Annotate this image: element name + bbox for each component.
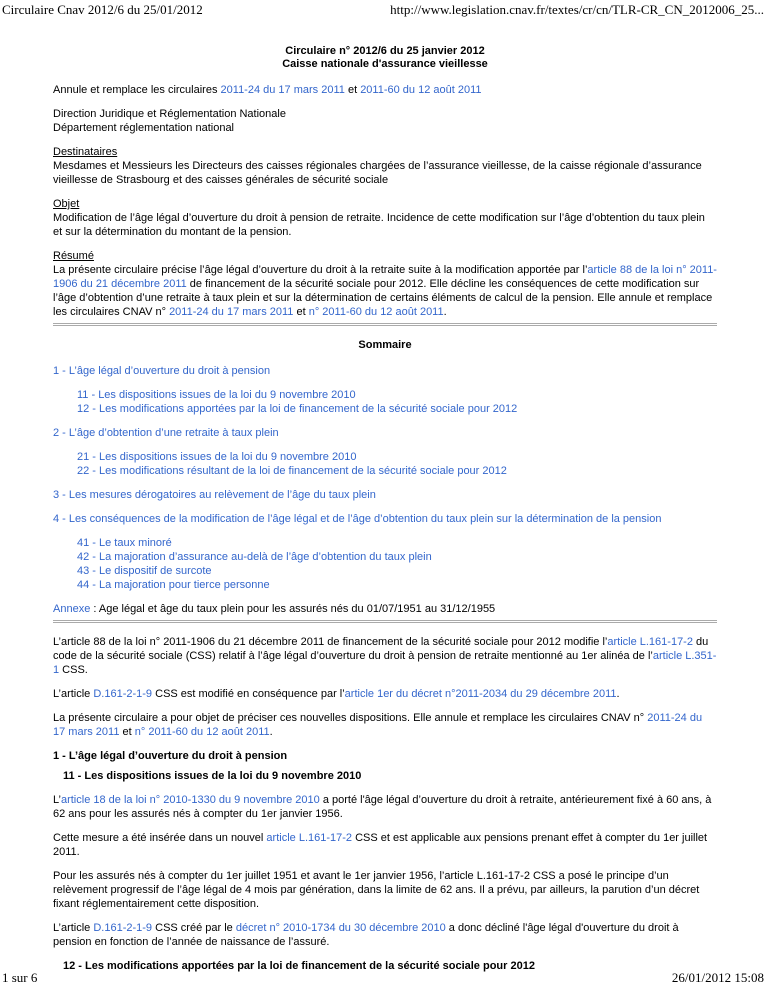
toc-link-12[interactable]: 12 - Les modifications apportées par la loi de financement de la sécurité sociale pour 2012	[77, 403, 518, 415]
annule-and: et	[344, 84, 361, 96]
resume-link-2011-24[interactable]: 2011-24 du 17 mars 2011	[169, 306, 294, 318]
resume-link-article-88[interactable]: article 88 de la loi n° 2011-1906 du 21 décembre 2011	[53, 264, 717, 290]
toc-link-43[interactable]: 43 - Le dispositif de surcote	[77, 565, 212, 577]
resume-text: La présente circulaire précise l’âge légal d’ouverture du droit à la retraite suite à la modification apportée par l’article 88 de la loi n° 2011-1906 du 21 décembre 2011 de financement de la sécurité sociale pour 2012. Elle décline les conséquences de cette modification sur l’âge d’obtention d’une retraite à taux plein et sur la détermination de certains éléments de calcul de la pension. Elle annule et remplace les circulaires CNAV n° 2011-24 du 17 mars 2011 et n° 2011-60 du 12 août 2011.	[53, 264, 717, 318]
link-article-D161-2-1-9-b[interactable]: D.161-2-1-9	[93, 922, 153, 934]
toc-link-21[interactable]: 21 - Les dispositions issues de la loi du 9 novembre 2010	[77, 451, 357, 463]
annule-line	[53, 83, 717, 97]
resume-label: Résumé	[53, 250, 94, 262]
direction-line-1: Direction Juridique et Réglementation Nationale	[53, 108, 286, 120]
toc-link-11[interactable]: 11 - Les dispositions issues de la loi du 9 novembre 2010	[77, 389, 356, 401]
link-article-L161-17-2[interactable]: article L.161-17-2	[607, 636, 693, 648]
annule-text: Annule et remplace les circulaires	[53, 84, 221, 96]
section-heading-12: 12 - Les modifications apportées par la loi de financement de la sécurité sociale pour 2012	[63, 960, 535, 972]
circular-subtitle: Caisse nationale d'assurance vieillesse	[282, 58, 488, 70]
link-circulaire-2011-60[interactable]: n° 2011-60 du 12 août 2011	[134, 726, 270, 738]
print-footer-date: 26/01/2012 15:08	[671, 970, 764, 985]
body-paragraph: Pour les assurés nés à compter du 1er juillet 1951 et avant le 1er janvier 1956, l’article L.161-17-2 CSS a posé le principe d’un relèvement progressif de l’âge légal de 4 mois par génération, dans la limite de 62 ans. Il a prévu, par ailleurs, la parution d’un décret fixant réglementairement cette disposition.	[53, 870, 700, 910]
annule-link-2011-24[interactable]: 2011-24 du 17 mars 2011	[220, 84, 345, 96]
print-footer-page: 1 sur 6	[2, 970, 38, 985]
toc-link-2[interactable]: 2 - L’âge d’obtention d’une retraite à taux plein	[53, 427, 279, 439]
divider	[53, 620, 717, 623]
section-heading-1: 1 - L’âge légal d’ouverture du droit à pension	[53, 750, 288, 762]
link-decret-2010-1734[interactable]: décret n° 2010-1734 du 30 décembre 2010	[235, 922, 446, 934]
sommaire-heading: Sommaire	[358, 339, 412, 351]
toc-link-42[interactable]: 42 - La majoration d’assurance au-delà de l’âge d’obtention du taux plein	[77, 551, 432, 563]
toc-link-3[interactable]: 3 - Les mesures dérogatoires au relèvement de l’âge du taux plein	[53, 489, 376, 501]
body-paragraph: Cette mesure a été insérée dans un nouvel article L.161-17-2 CSS et est applicable aux pensions prenant effet à compter du 1er juillet 2011.	[53, 832, 708, 858]
toc-link-41[interactable]: 41 - Le taux minoré	[77, 537, 172, 549]
document-page	[53, 44, 717, 973]
annule-link-2011-60[interactable]: 2011-60 du 12 août 2011	[360, 84, 482, 96]
link-article-L351-1[interactable]: article L.351-1	[53, 650, 717, 676]
link-loi-2010-1330[interactable]: article 18 de la loi n° 2010-1330 du 9 novembre 2010	[60, 794, 320, 806]
toc-1	[53, 364, 717, 378]
circular-title: Circulaire n° 2012/6 du 25 janvier 2012	[285, 45, 485, 57]
toc-link-4[interactable]: 4 - Les conséquences de la modification de l’âge légal et de l’âge d’obtention du taux plein sur la détermination de la pension	[53, 513, 662, 525]
destinataires-text: Mesdames et Messieurs les Directeurs des caisses régionales chargées de l’assurance vieillesse, de la caisse régionale d’assurance vieillesse de Strasbourg et des caisses générales de sécurité sociale	[53, 160, 702, 186]
direction-line-2: Département réglementation national	[53, 122, 235, 134]
destinataires-label: Destinataires	[53, 146, 118, 158]
link-article-D161-2-1-9[interactable]: D.161-2-1-9	[93, 688, 153, 700]
objet-label: Objet	[53, 198, 80, 210]
toc-link-44[interactable]: 44 - La majoration pour tierce personne	[77, 579, 270, 591]
divider	[53, 323, 717, 326]
print-header-title: Circulaire Cnav 2012/6 du 25/01/2012	[2, 2, 203, 17]
toc-link-annexe[interactable]: Annexe	[53, 603, 91, 615]
resume-link-2011-60[interactable]: n° 2011-60 du 12 août 2011	[308, 306, 444, 318]
print-header-url: http://www.legislation.cnav.fr/textes/cr/cn/TLR-CR_CN_2012006_25...	[390, 2, 764, 17]
body-paragraph: La présente circulaire a pour objet de préciser ces nouvelles dispositions. Elle annule et remplace les circulaires CNAV n° 2011-24 du 17 mars 2011 et n° 2011-60 du 12 août 2011.	[53, 712, 703, 738]
body-paragraph: L’article D.161-2-1-9 CSS créé par le décret n° 2010-1734 du 30 décembre 2010 a donc décliné l'âge légal d'ouverture du droit à pension en fonction de l’année de naissance de l’assuré.	[53, 922, 679, 948]
body-paragraph: L’article 18 de la loi n° 2010-1330 du 9 novembre 2010 a porté l'âge légal d’ouverture du droit à retraite, antérieurement fixé à 60 ans, à 62 ans pour les assurés nés à compter du 1er janvier 1956.	[53, 794, 712, 820]
toc-annexe: Annexe : Age légal et âge du taux plein pour les assurés nés du 01/07/1951 au 31/12/1955	[53, 603, 496, 615]
link-circulaire-2011-24[interactable]: 2011-24 du 17 mars 2011	[53, 712, 703, 738]
toc-link-22[interactable]: 22 - Les modifications résultant de la loi de financement de la sécurité sociale pour 2012	[77, 465, 507, 477]
link-decret-2011-2034[interactable]: article 1er du décret n°2011-2034 du 29 décembre 2011	[344, 688, 617, 700]
body-paragraph: L’article 88 de la loi n° 2011-1906 du 21 décembre 2011 de financement de la sécurité sociale pour 2012 modifie l’article L.161-17-2 du code de la sécurité sociale (CSS) relatif à l’âge légal d’ouverture du droit à pension de retraite mentionné au 1er alinéa de l’article L.351-1 CSS.	[53, 636, 717, 676]
toc-link-1[interactable]: 1 - L’âge légal d’ouverture du droit à pension	[53, 365, 271, 377]
body-paragraph: L’article D.161-2-1-9 CSS est modifié en conséquence par l’article 1er du décret n°2011-2034 du 29 décembre 2011.	[53, 688, 620, 700]
section-heading-11: 11 - Les dispositions issues de la loi du 9 novembre 2010	[63, 770, 362, 782]
objet-text: Modification de l’âge légal d’ouverture du droit à pension de retraite. Incidence de cette modification sur l’âge d’obtention du taux plein et sur la détermination du montant de la pension.	[53, 212, 705, 238]
link-article-L161-17-2-b[interactable]: article L.161-17-2	[266, 832, 353, 844]
